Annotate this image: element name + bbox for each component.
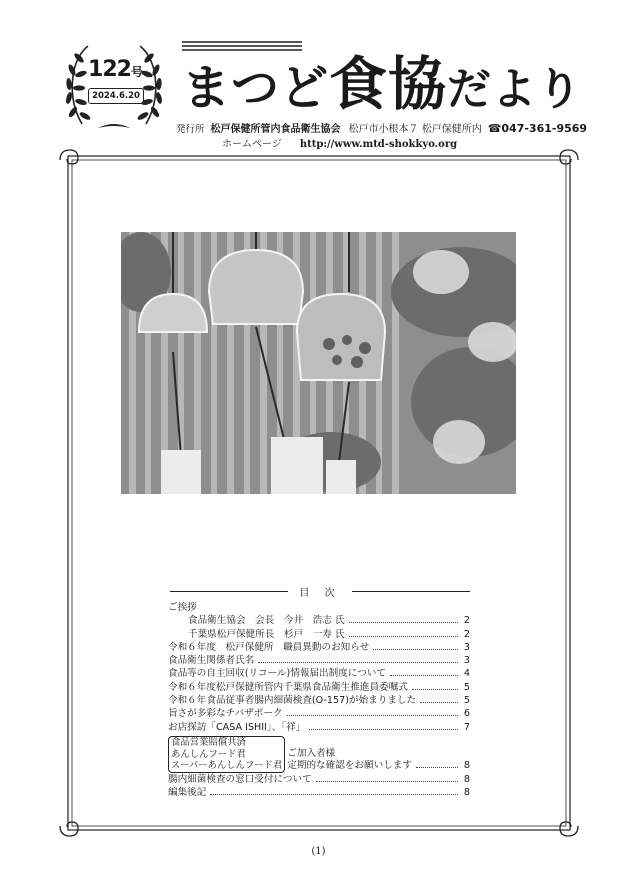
issue-suffix: 号: [130, 65, 142, 79]
issue-number: 122号: [88, 57, 142, 82]
toc-entry[interactable]: 旨さが多彩なチバザポーク 6: [168, 708, 470, 720]
newsletter-title: [182, 50, 583, 120]
publisher-name: 松戸保健所管内食品衛生協会: [210, 124, 341, 135]
insurance-line-2: あんしんフード君: [171, 748, 246, 760]
toc-heading-text: 目 次: [299, 588, 341, 599]
toc-heading: [170, 584, 470, 600]
toc-greeting-label: ご挨拶: [168, 602, 197, 613]
toc-entry[interactable]: 令和６年度 松戸保健所 職員異動のお知らせ 3: [168, 641, 470, 653]
insurance-name-box: [168, 736, 285, 773]
issue-date: 2024.6.20: [88, 88, 144, 104]
wind-chime-photo: [121, 232, 516, 494]
publisher-info: [176, 120, 587, 135]
toc-heading-rule-right: [352, 591, 470, 592]
insurance-note-line-2: 定期的な確認をお願いします: [287, 759, 412, 771]
homepage-label: ホームページ: [222, 139, 282, 150]
toc-entry[interactable]: 腸内細菌検査の窓口受付について 8: [168, 773, 470, 785]
insurance-line-1: 食品営業賠償共済: [171, 737, 247, 749]
toc-entry[interactable]: 編集後記 8: [168, 787, 470, 799]
toc-entry[interactable]: 食品衛生関係者氏名 3: [168, 655, 470, 667]
title-kana: まつど: [182, 60, 330, 116]
insurance-note: [285, 748, 470, 773]
page-number: (1): [311, 846, 326, 857]
toc-entry[interactable]: 令和６年食品従事者腸内細菌検査(O-157)が始まりました 5: [168, 695, 470, 707]
toc-entry[interactable]: 令和６年度松戸保健所管内千葉県食品衛生推進員委嘱式 5: [168, 681, 470, 693]
toc-entry[interactable]: 千葉県松戸保健所長 杉戸 一寿 氏 2: [188, 628, 470, 640]
insurance-note-line-1: ご加入者様: [287, 747, 336, 759]
toc-entry[interactable]: お店探訪「CASA ISHII」、「祥」 7: [168, 721, 470, 733]
title-kanji: 食協: [329, 50, 448, 118]
publisher-phone: ☎047-361-9569: [487, 122, 588, 135]
table-of-contents: [168, 601, 470, 800]
publisher-label: 発行所: [176, 124, 205, 135]
insurance-page: 8: [463, 759, 470, 771]
title-tail: だより: [447, 64, 583, 115]
toc-entry[interactable]: 食品衛生協会 会長 今井 浩志 氏 2: [188, 615, 470, 627]
insurance-line-3: スーパーあんしんフード君: [171, 760, 283, 772]
homepage-url[interactable]: http://www.mtd-shokkyo.org: [299, 139, 458, 150]
toc-entry[interactable]: 食品等の自主回収(リコール)情報届出制度について 4: [168, 668, 470, 680]
toc-entry-insurance[interactable]: [168, 735, 470, 773]
publisher-address: 松戸市小根本７ 松戸保健所内: [348, 124, 482, 135]
